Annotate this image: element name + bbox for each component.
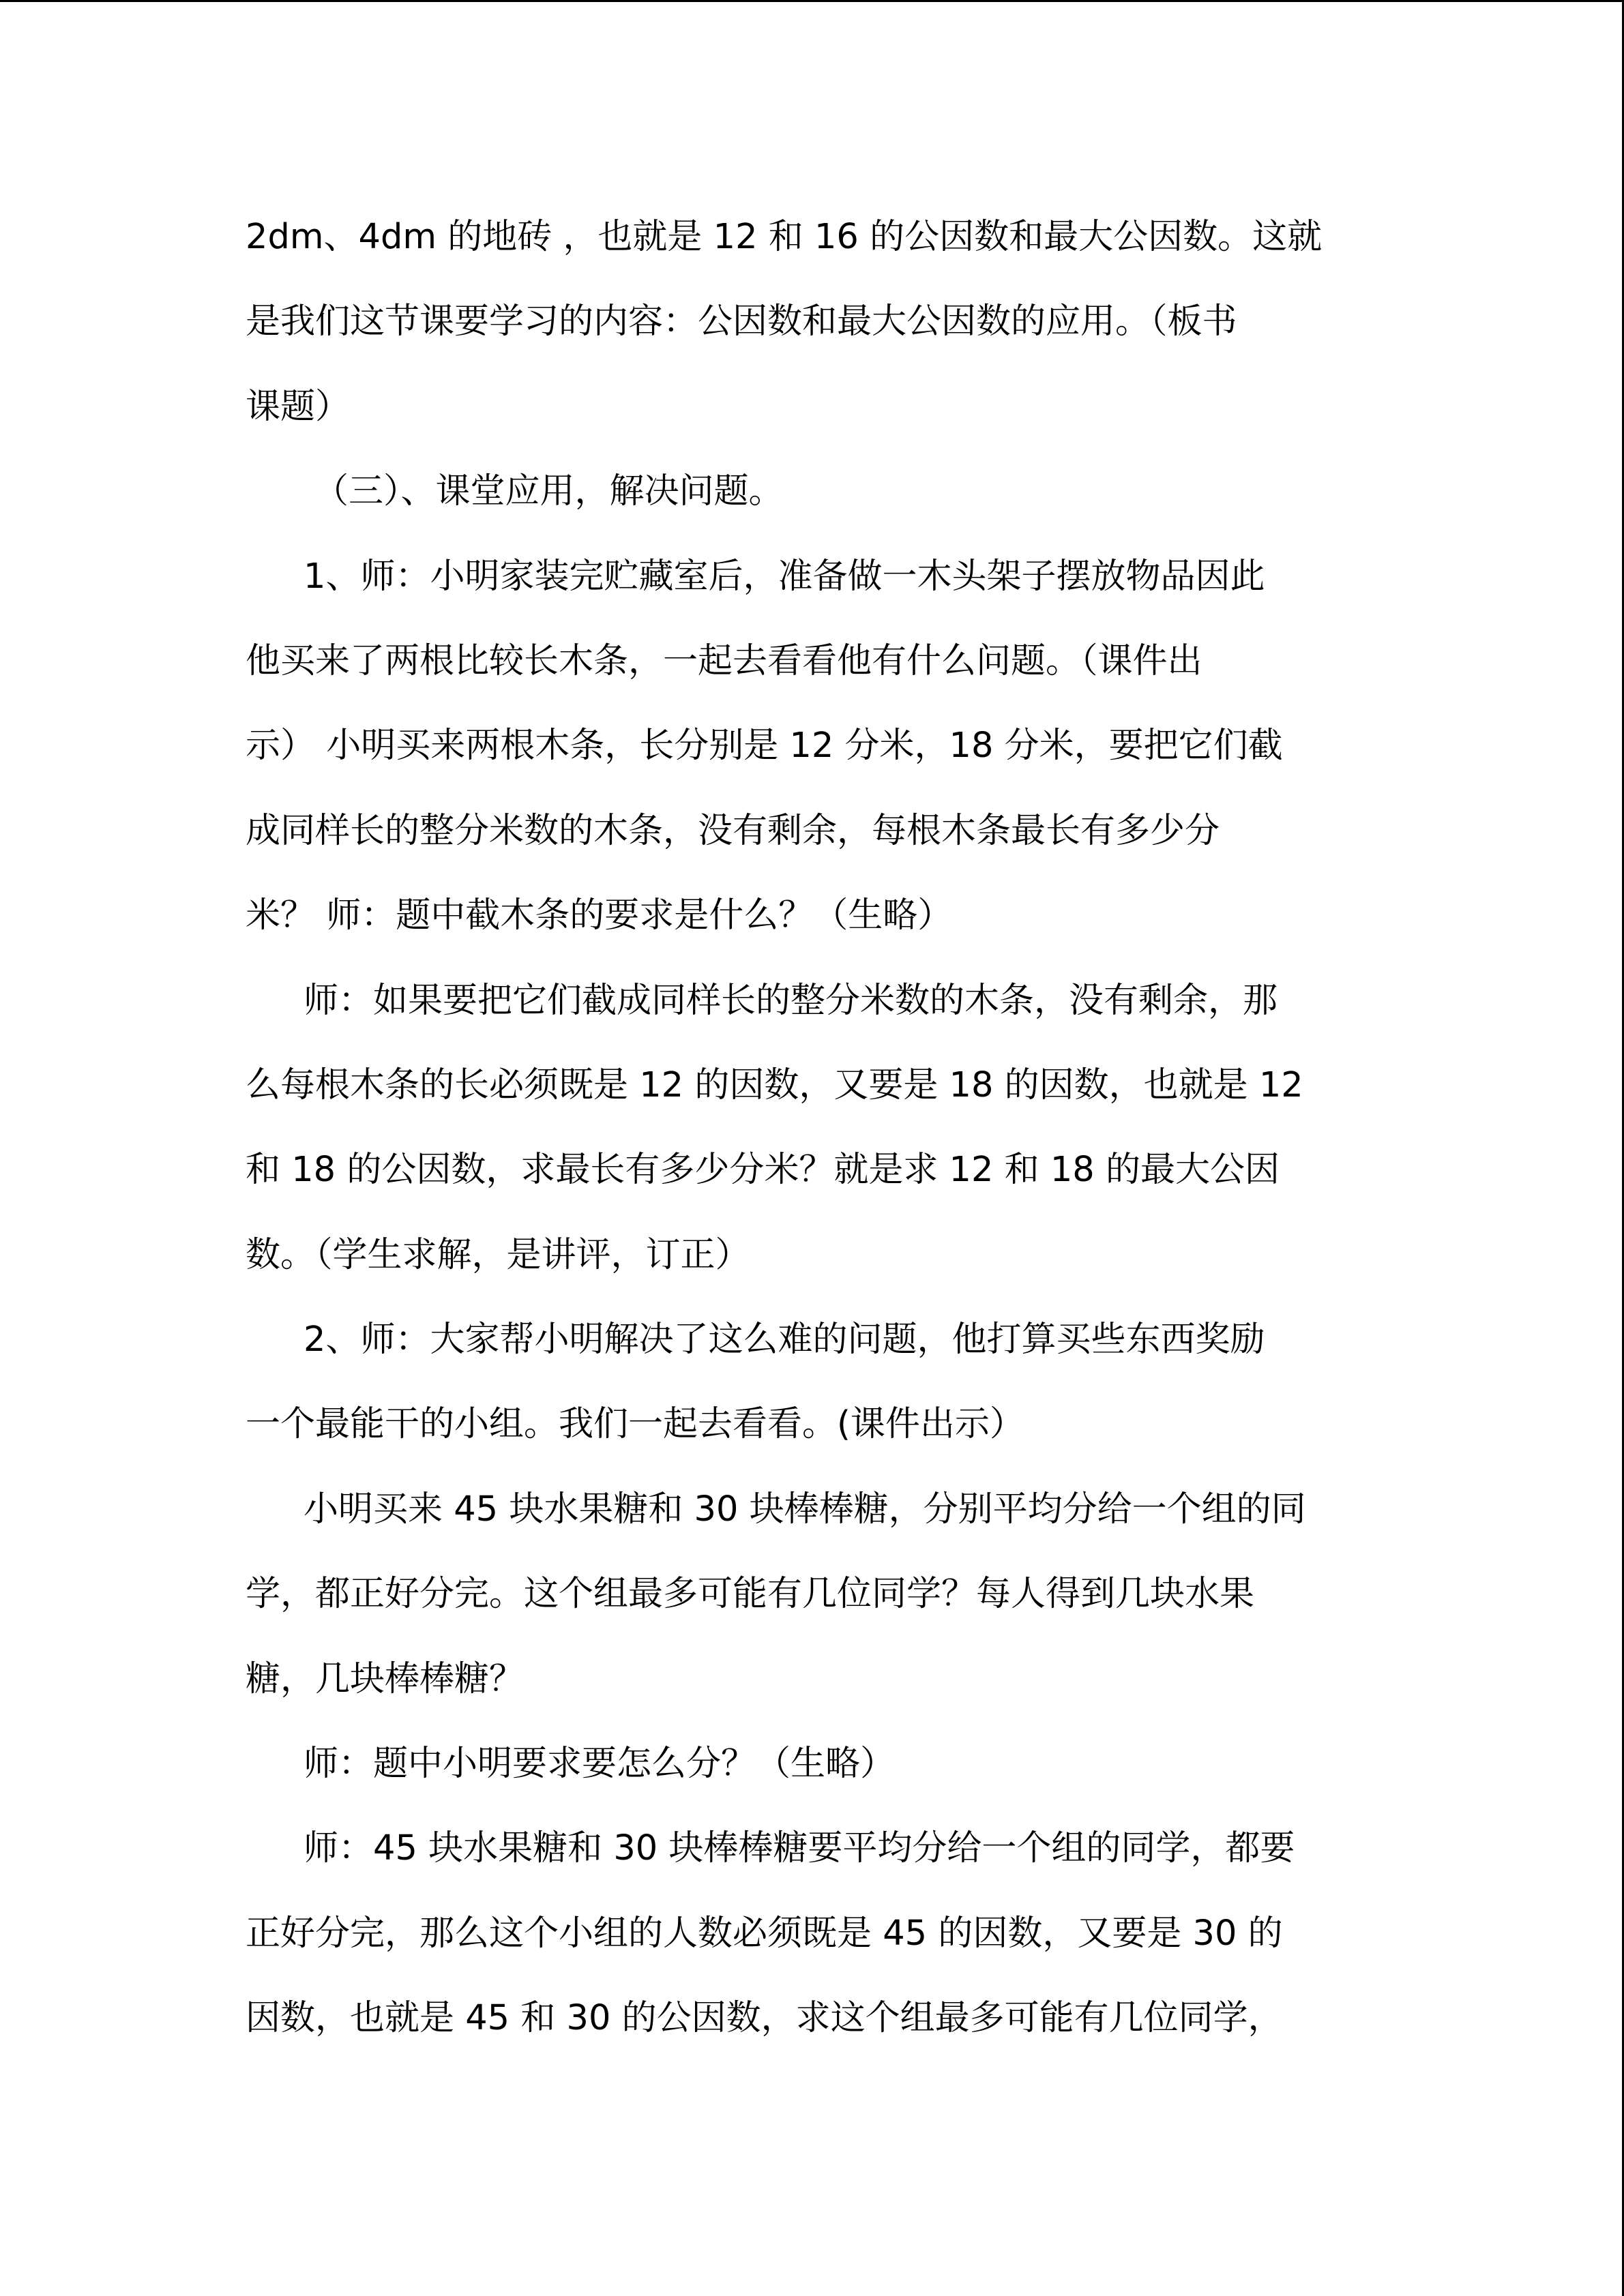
paragraph-start: 师：题中小明要求要怎么分？（生略）: [304, 1744, 896, 1785]
text-line: 米？ 师：题中截木条的要求是什么？（生略）: [246, 895, 953, 936]
text-line: 糖，几块棒棒糖？: [246, 1658, 525, 1699]
text-line: 数。（学生求解，是讲评，订正）: [246, 1234, 750, 1275]
text-line: 课题）: [246, 386, 351, 427]
paragraph-start: 2、师：大家帮小明解决了这么难的问题，他打算买些东西奖励: [304, 1320, 1265, 1360]
paragraph-start: 1、师：小明家装完贮藏室后，准备做一木头架子摆放物品因此: [304, 556, 1265, 597]
section-heading: （三）、课堂应用，解决问题。: [314, 471, 784, 512]
paragraph-start: 师：如果要把它们截成同样长的整分米数的木条，没有剩余，那: [304, 980, 1278, 1021]
text-line: 是我们这节课要学习的内容：公因数和最大公因数的应用。（板书: [246, 301, 1237, 342]
document-body: [246, 195, 1378, 2061]
text-line: 他买来了两根比较长木条，一起去看看他有什么问题。（课件出: [246, 640, 1202, 681]
text-line: 正好分完，那么这个小组的人数必须既是 45 的因数，又要是 30 的: [246, 1913, 1283, 1954]
paragraph-start: 小明买来 45 块水果糖和 30 块棒棒糖，分别平均分给一个组的同: [304, 1489, 1306, 1530]
text-line: 和 18 的公因数，求最长有多少分米？就是求 12 和 18 的最大公因: [246, 1150, 1280, 1191]
text-line: 示） 小明买来两根木条，长分别是 12 分米，18 分米，要把它们截: [246, 726, 1283, 766]
text-line: 成同样长的整分米数的木条，没有剩余，每根木条最长有多少分: [246, 810, 1220, 851]
paragraph-start: 师：45 块水果糖和 30 块棒棒糖要平均分给一个组的同学，都要: [304, 1828, 1295, 1869]
text-line: 学，都正好分完。这个组最多可能有几位同学？每人得到几块水果: [246, 1574, 1255, 1615]
text-line: 因数，也就是 45 和 30 的公因数，求这个组最多可能有几位同学，: [246, 1998, 1283, 2039]
text-line: 2dm、4dm 的地砖 ，也就是 12 和 16 的公因数和最大公因数。这就: [246, 217, 1323, 257]
text-line: 一个最能干的小组。我们一起去看看。(课件出示）: [246, 1404, 1024, 1445]
text-line: 么每根木条的长必须既是 12 的因数，又要是 18 的因数，也就是 12: [246, 1064, 1303, 1105]
